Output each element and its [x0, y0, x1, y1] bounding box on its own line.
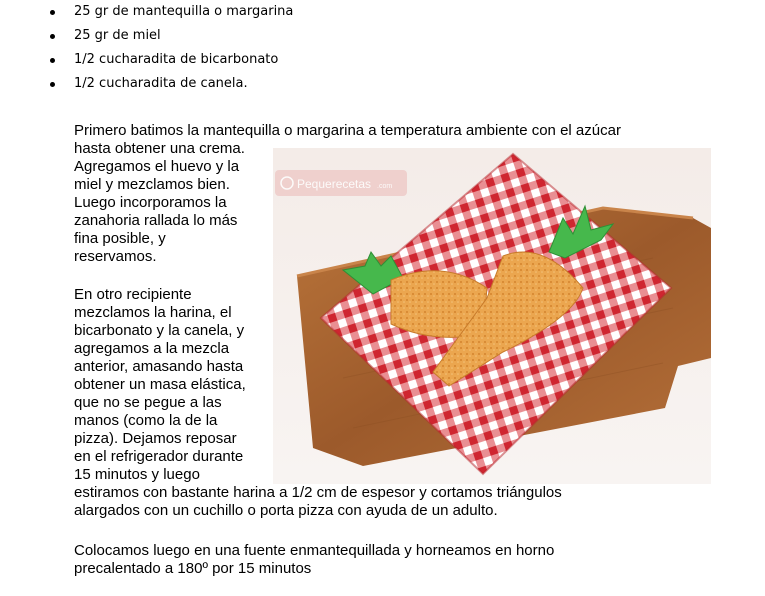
paragraph-step-3	[74, 542, 554, 578]
watermark-text: Pequerecetas	[297, 177, 372, 191]
text-line: estiramos con bastante harina a 1/2 cm de espesor y cortamos triángulos	[74, 484, 562, 501]
text-line: miel y mezclamos bien.	[74, 176, 230, 193]
text-line: mezclamos la harina, el	[74, 304, 232, 321]
text-line: manos (como la de la	[74, 412, 218, 429]
list-item	[36, 72, 293, 96]
text-line: agregamos a la mezcla	[74, 340, 230, 357]
list-item	[36, 0, 293, 24]
text-line: en el refrigerador durante	[74, 448, 244, 465]
text-line: Colocamos luego en una fuente enmantequillada y horneamos en horno	[74, 542, 555, 559]
bullet-icon	[50, 82, 55, 87]
text-line: Primero batimos la mantequilla o margarina a temperatura ambiente con el azúcar	[74, 122, 621, 139]
text-line: zanahoria rallada lo más	[74, 212, 238, 229]
ingredient-text: 25 gr de mantequilla o margarina	[74, 4, 294, 19]
text-line: anterior, amasando hasta	[74, 358, 244, 375]
recipe-photo	[273, 148, 711, 484]
bullet-icon	[50, 34, 55, 39]
text-line: obtener un masa elástica,	[74, 376, 246, 393]
text-line: Agregamos el huevo y la	[74, 158, 240, 175]
list-item	[36, 24, 293, 48]
bullet-icon	[50, 10, 55, 15]
bullet-icon	[50, 58, 55, 63]
ingredient-text: 1/2 cucharadita de canela.	[74, 76, 248, 91]
ingredient-list	[36, 0, 293, 96]
ingredient-text: 25 gr de miel	[74, 28, 161, 43]
ingredient-text: 1/2 cucharadita de bicarbonato	[74, 52, 279, 67]
text-line: precalentado a 180º por 15 minutos	[74, 560, 312, 577]
list-item	[36, 48, 293, 72]
text-line: alargados con un cuchillo o porta pizza con ayuda de un adulto.	[74, 502, 498, 519]
text-line: 15 minutos y luego	[74, 466, 200, 483]
text-line: Luego incorporamos la	[74, 194, 227, 211]
watermark-suffix: .com	[377, 183, 393, 190]
text-line: bicarbonato y la canela, y	[74, 322, 245, 339]
text-line: fina posible, y	[74, 230, 166, 247]
watermark	[275, 170, 407, 196]
text-line: que no se pegue a las	[74, 394, 222, 411]
text-line: En otro recipiente	[74, 286, 192, 303]
text-line: reservamos.	[74, 248, 157, 265]
text-line: hasta obtener una crema.	[74, 140, 245, 157]
text-line: pizza). Dejamos reposar	[74, 430, 237, 447]
